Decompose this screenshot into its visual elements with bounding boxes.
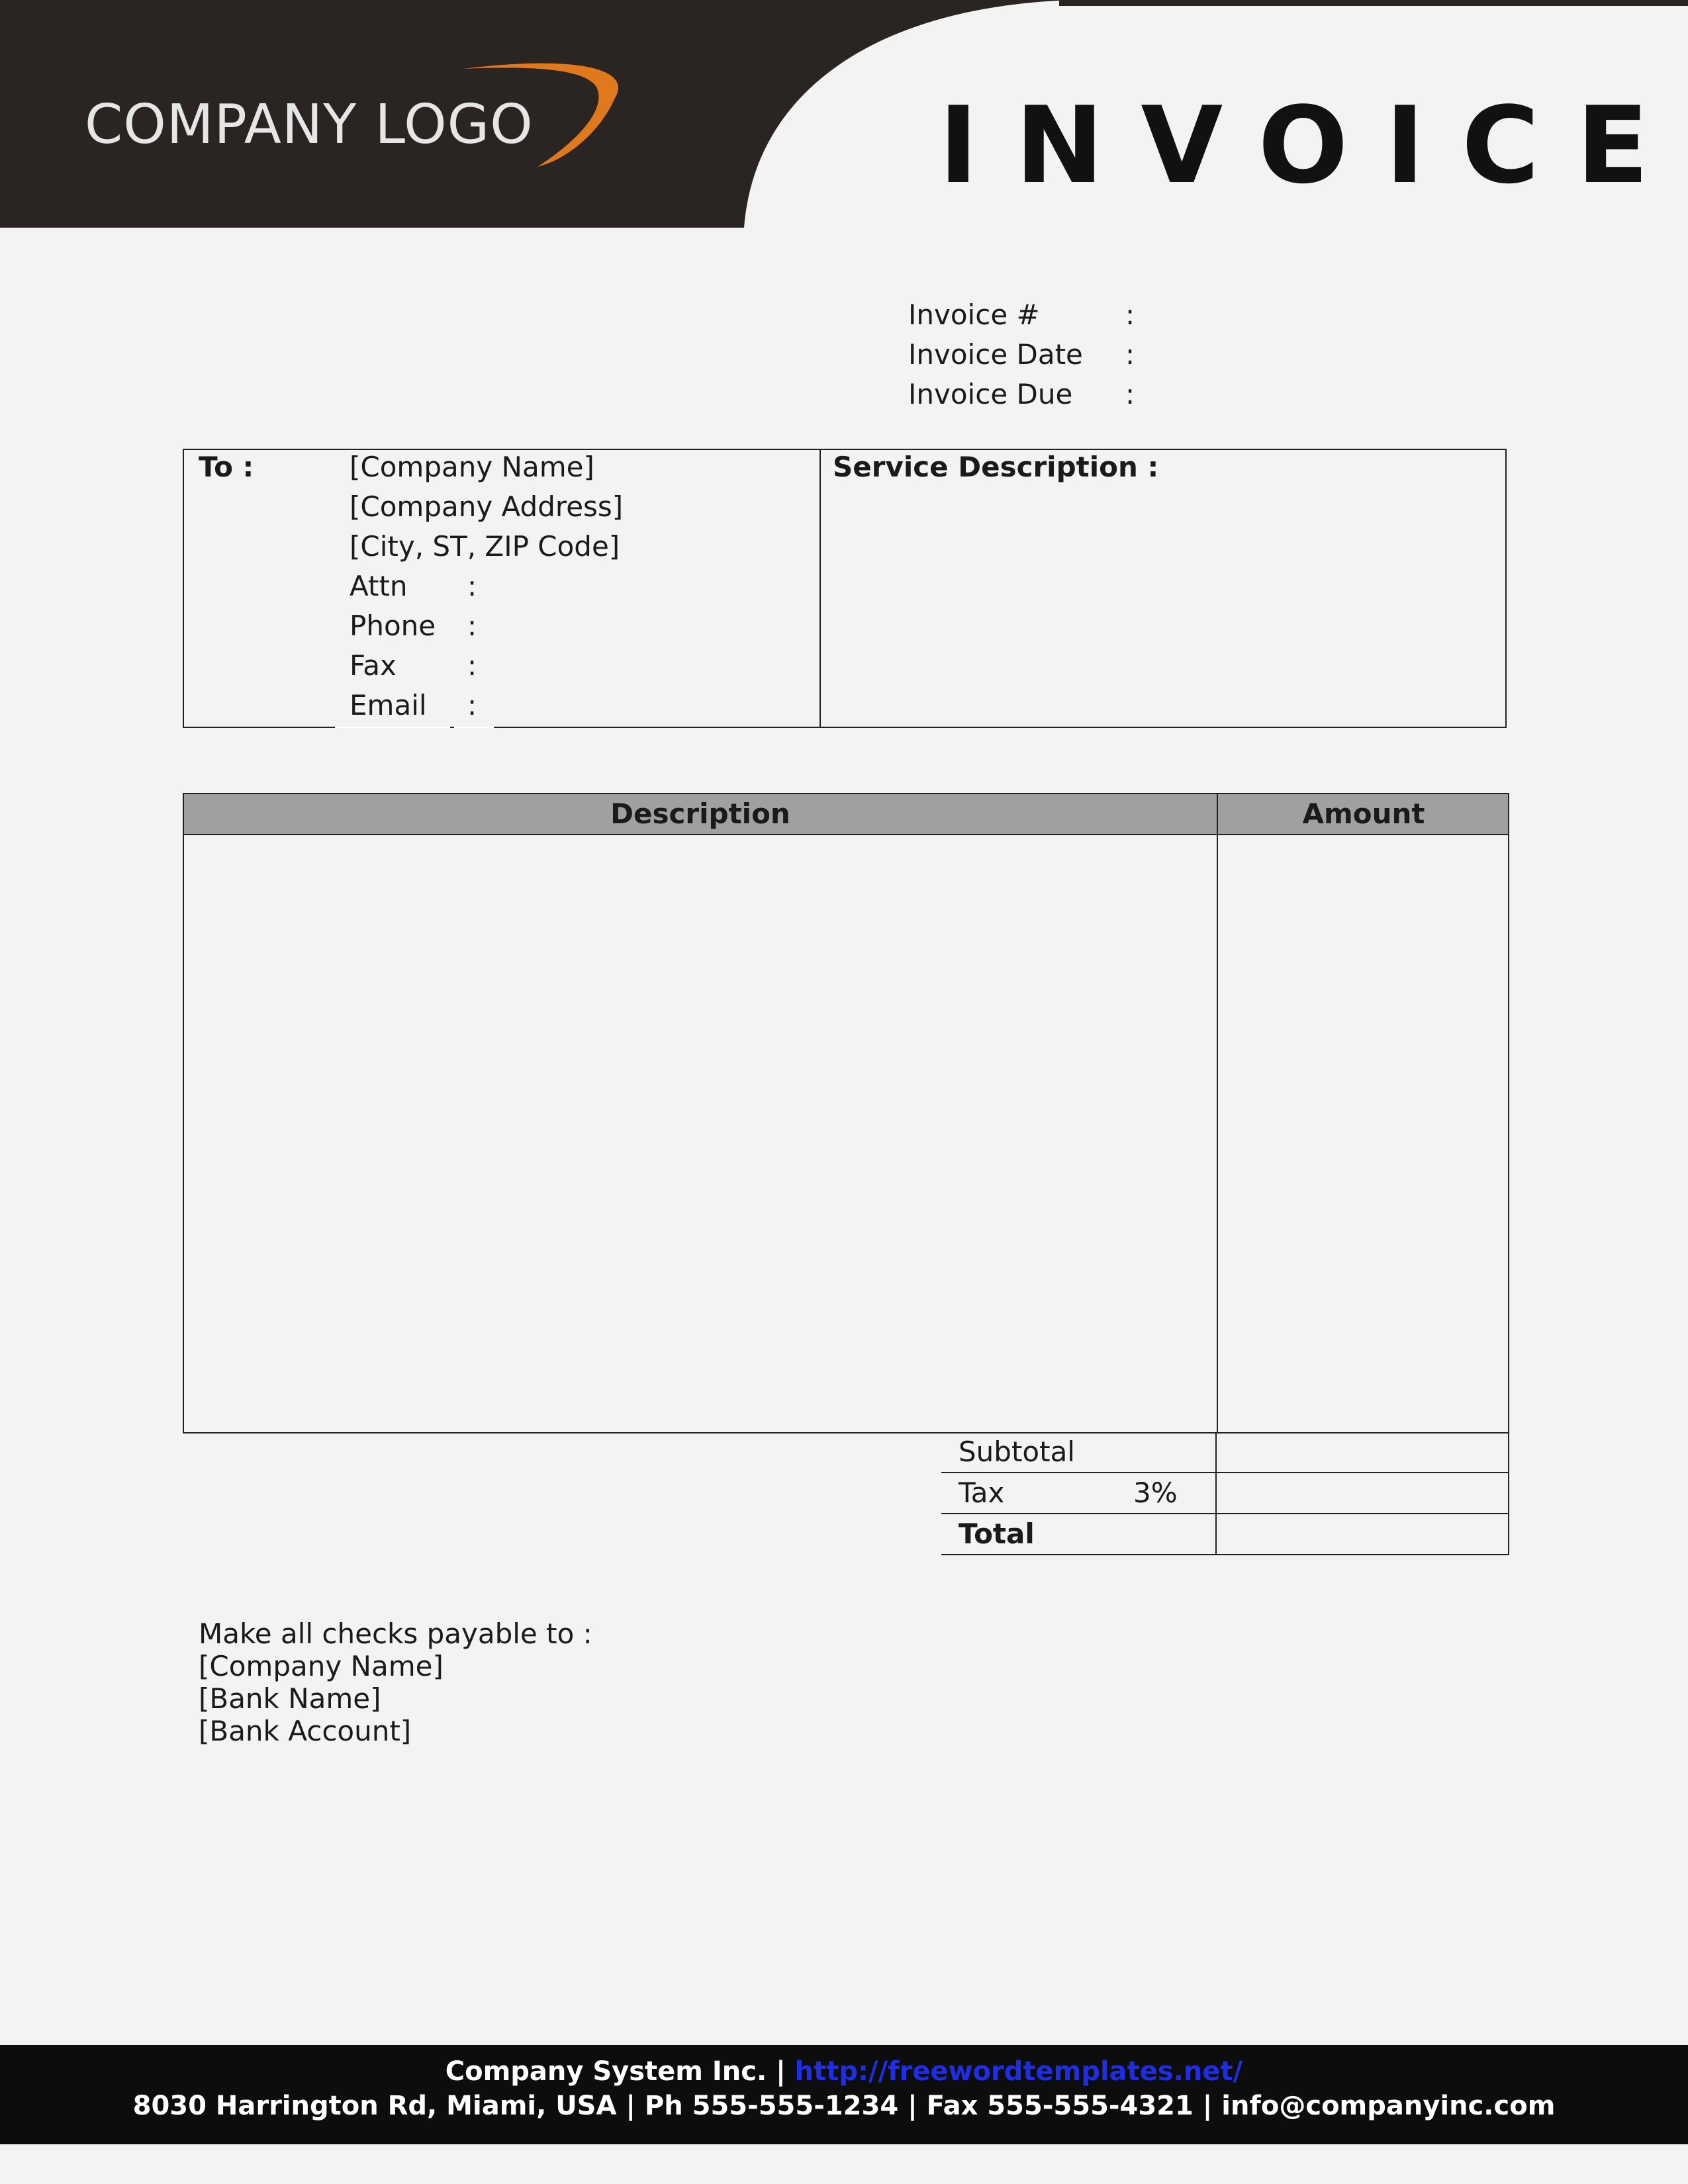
tax-label: Tax	[959, 1477, 1005, 1509]
amount-header: Amount	[1302, 797, 1425, 830]
subtotal-label: Subtotal	[959, 1435, 1075, 1468]
subtotal-amount-cell	[1215, 1432, 1509, 1472]
invoice-due-colon: :	[1125, 378, 1135, 410]
total-label: Total	[959, 1518, 1035, 1550]
invoice-date-colon: :	[1125, 338, 1135, 371]
recipient-company-address: [Company Address]	[350, 490, 624, 523]
footer-website-link[interactable]: http://freewordtemplates.net/	[794, 2056, 1243, 2087]
payment-instructions	[199, 1617, 592, 1747]
recipient-city-line: [City, ST, ZIP Code]	[350, 530, 620, 563]
email-label: Email	[350, 689, 427, 721]
invoice-number-colon: :	[1125, 298, 1135, 331]
footer-company-line	[0, 2054, 1688, 2089]
fax-colon: :	[467, 649, 477, 682]
box-divider	[820, 450, 821, 727]
total-row	[941, 1514, 1509, 1555]
payable-bank-account: [Bank Account]	[199, 1715, 412, 1747]
description-header: Description	[610, 797, 790, 830]
email-underline-gap-1	[335, 727, 450, 728]
footer-company-name: Company System Inc. |	[445, 2056, 786, 2087]
invoice-due-label: Invoice Due	[908, 378, 1073, 410]
tax-row	[941, 1473, 1509, 1514]
footer-contact-line: 8030 Harrington Rd, Miami, USA | Ph 555-555-1234 | Fax 555-555-4321 | info@companyinc.com	[132, 2091, 1556, 2121]
invoice-date-label: Invoice Date	[908, 338, 1083, 371]
payable-bank-name: [Bank Name]	[199, 1682, 381, 1715]
email-underline-gap-2	[454, 727, 494, 728]
attn-label: Attn	[350, 570, 408, 602]
items-table	[183, 793, 1509, 1433]
attn-colon: :	[467, 570, 477, 602]
subtotal-row	[941, 1432, 1509, 1473]
to-label: To :	[199, 451, 254, 483]
email-colon: :	[467, 689, 477, 721]
invoice-title: INVOICE	[939, 83, 1686, 207]
service-description-label: Service Description :	[833, 451, 1159, 483]
tax-rate: 3%	[1133, 1477, 1178, 1509]
phone-label: Phone	[350, 610, 436, 642]
recipient-company-name: [Company Name]	[350, 451, 594, 483]
items-table-column-divider	[1217, 794, 1218, 1432]
total-amount-cell	[1215, 1514, 1509, 1554]
fax-label: Fax	[350, 649, 397, 682]
company-logo-text: COMPANY LOGO	[85, 93, 534, 156]
phone-colon: :	[467, 610, 477, 642]
footer-bar	[0, 2045, 1688, 2144]
tax-amount-cell	[1215, 1473, 1509, 1513]
payable-company-name: [Company Name]	[199, 1650, 444, 1682]
payable-to-line: Make all checks payable to :	[199, 1617, 592, 1650]
invoice-number-label: Invoice #	[908, 298, 1040, 331]
